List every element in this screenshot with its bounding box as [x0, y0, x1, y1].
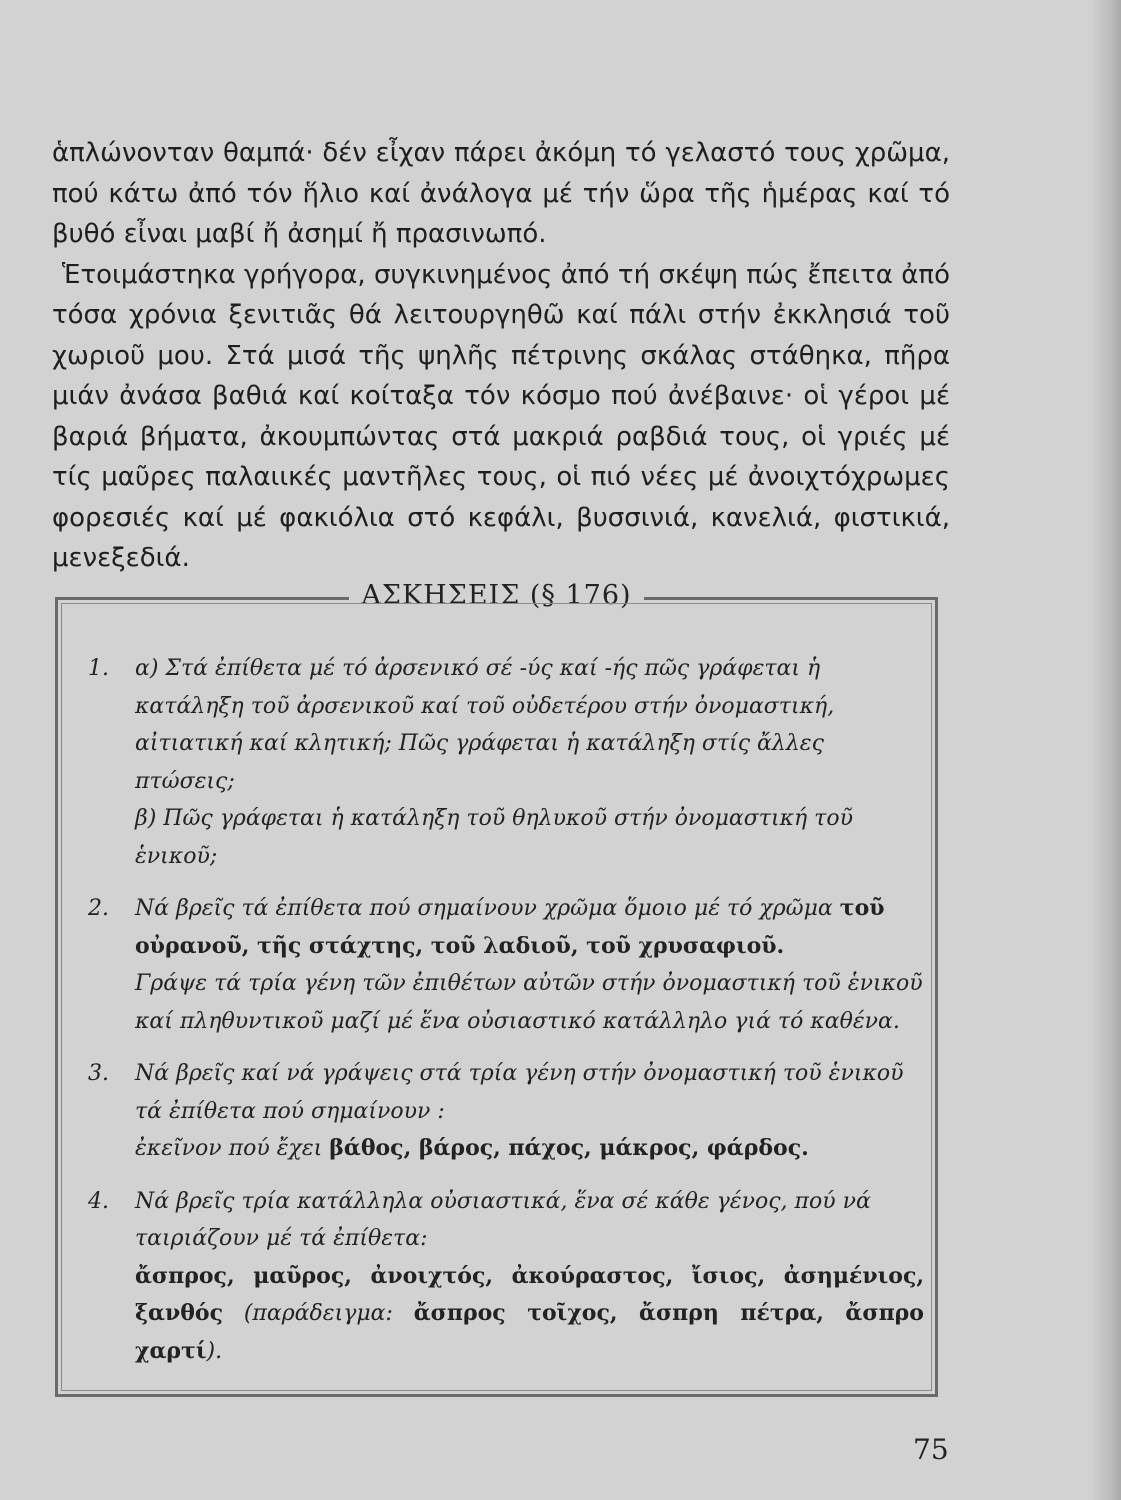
- exercises-title-wrap: [58, 580, 935, 611]
- exercise-3-lead: ἐκεῖνον πού ἔχει: [135, 1136, 323, 1161]
- narrative-text: [52, 133, 950, 579]
- exercise-4-example-terms: ἄσπρος τοῖχος, ἄσπρη πέτρα, ἄσπρο χαρτί: [135, 1300, 924, 1364]
- exercise-4-bold-terms: ἄσπρος, μαῦρος, ἀνοιχτός, ἀκούραστος, ἴσιος, ἀσημένιος, ξανθός: [135, 1262, 924, 1326]
- exercises-list: [88, 650, 924, 1370]
- exercise-4-open-paren: (: [243, 1301, 253, 1326]
- narrative-paragraph-1: ἁπλώνονταν θαμπά· δέν εἶχαν πάρει ἀκόμη τό γελαστό τους χρῶμα, πού κάτω ἀπό τόν ἥλιο καί ἀνάλογα μέ τήν ὥρα τῆς ἡμέρας καί τό βυθό εἶναι μαβί ἤ ἀσημί ἤ πρασινωπό.: [52, 138, 950, 249]
- exercise-3-number: 3.: [88, 1061, 109, 1086]
- exercise-2-number: 2.: [88, 896, 109, 921]
- exercise-1: [88, 650, 924, 875]
- exercise-1b: β) Πῶς γράφεται ἡ κατάληξη τοῦ θηλυκοῦ στήν ὀνομαστική τοῦ ἑνικοῦ;: [135, 806, 853, 869]
- exercise-2: [88, 890, 924, 1040]
- exercises-title: ΑΣΚΗΣΕΙΣ (§ 176): [349, 580, 643, 611]
- exercise-3-intro: Νά βρεῖς καί νά γράψεις στά τρία γένη στήν ὀνομαστική τοῦ ἑνικοῦ τά ἐπίθετα πού σημαίνουν :: [135, 1061, 904, 1124]
- exercise-4-close-paren: ).: [206, 1338, 223, 1364]
- exercise-3: [88, 1055, 924, 1168]
- page-edge-shadow: [1093, 0, 1121, 1500]
- exercise-1a: α) Στά ἐπίθετα μέ τό ἀρσενικό σέ -ύς καί -ής πῶς γράφεται ἡ κατάληξη τοῦ ἀρσενικοῦ καί τοῦ οὐδετέρου στήν ὀνομαστική, αἰτιατική καί κλητική; Πῶς γράφεται ἡ κατάληξη στίς ἄλλες πτώσεις;: [135, 656, 835, 794]
- exercise-4: [88, 1183, 924, 1371]
- exercise-4-example-label: παράδειγμα:: [252, 1301, 393, 1326]
- exercise-2-rest: Γράψε τά τρία γένη τῶν ἐπιθέτων αὐτῶν στήν ὀνομαστική τοῦ ἑνικοῦ καί πληθυντικοῦ μαζί μέ ἕνα οὐσιαστικό κατάλληλο γιά τό καθένα.: [135, 971, 923, 1034]
- exercise-3-bold-terms: βάθος, βάρος, πάχος, μάκρος, φάρδος.: [329, 1135, 809, 1161]
- exercise-2-intro: Νά βρεῖς τά ἐπίθετα πού σημαίνουν χρῶμα ὅμοιο μέ τό χρῶμα: [135, 896, 833, 921]
- exercise-1-number: 1.: [88, 656, 109, 681]
- narrative-paragraph-2: Ἑτοιμάστηκα γρήγορα, συγκινημένος ἀπό τή σκέψη πώς ἔπειτα ἀπό τόσα χρόνια ξενιτιᾶς θά λειτουργηθῶ καί πάλι στήν ἐκκλησιά τοῦ χωριοῦ μου. Στά μισά τῆς ψηλῆς πέτρινης σκάλας στάθηκα, πῆρα μιάν ἀνάσα βαθιά καί κοίταξα τόν κόσμο πού ἀνέβαινε· οἱ γέροι μέ βαριά βήματα, ἀκουμπώντας στά μακριά ραβδιά τους, οἱ γριές μέ τίς μαῦρες παλαιικές μαντῆλες τους, οἱ πιό νέες μέ ἀνοιχτόχρωμες φορεσιές καί μέ φακιόλια στό κεφάλι, βυσσινιά, κανελιά, φιστικιά, μενεξεδιά.: [52, 259, 950, 573]
- exercise-2-bold-terms: τοῦ οὐρανοῦ, τῆς στάχτης, τοῦ λαδιοῦ, τοῦ χρυσαφιοῦ.: [135, 895, 885, 959]
- exercise-4-number: 4.: [88, 1188, 109, 1214]
- page-number: 75: [913, 1433, 949, 1466]
- exercise-4-intro: Νά βρεῖς τρία κατάλληλα οὐσιαστικά, ἕνα σέ κάθε γένος, πού νά ταιριάζουν μέ τά ἐπίθετα:: [135, 1188, 871, 1251]
